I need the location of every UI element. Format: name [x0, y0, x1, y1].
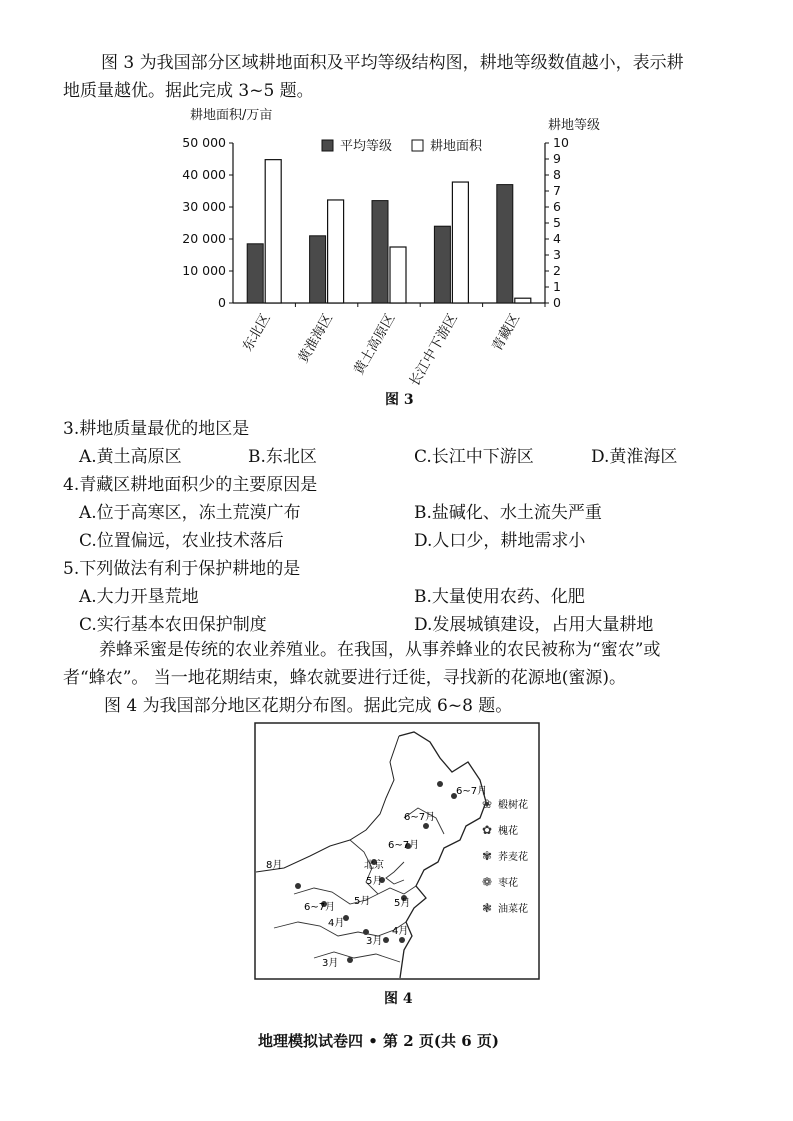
q4-stem: 4.青藏区耕地面积少的主要原因是 [63, 475, 318, 495]
y2-tick-label: 0 [553, 295, 561, 310]
map-label: 6~7月 [304, 902, 336, 913]
category-label: 青藏区 [489, 311, 524, 355]
map-frame [255, 723, 539, 979]
chart-legend [322, 138, 483, 154]
area-bar [390, 247, 406, 303]
figure-3-caption: 图 3 [385, 392, 414, 408]
legend-label-area: 耕地面积 [430, 139, 483, 154]
y2-tick-label: 2 [553, 263, 561, 278]
map-label: 3月 [366, 936, 383, 947]
rapeseed-flower-icon: ❃ [482, 901, 493, 915]
map-label: 北京 [364, 860, 384, 871]
y-tick-label: 30 000 [182, 199, 226, 214]
area-bar [328, 200, 344, 303]
y-tick-label: 50 000 [182, 135, 226, 150]
intro-line-1: 图 3 为我国部分区域耕地面积及平均等级结构图，耕地等级数值越小，表示耕 [101, 53, 684, 73]
y-axis-label: 耕地面积/万亩 [190, 108, 273, 123]
map-legend-item: 枣花 [498, 878, 518, 889]
intro2-line-2: 者“蜂农”。 当一地花期结束，蜂农就要进行迁徙，寻找新的花源地(蜜源)。 [63, 668, 627, 688]
map-legend-item: 油菜花 [498, 904, 528, 915]
y2-tick-label: 9 [553, 151, 561, 166]
y-tick-label: 20 000 [182, 231, 226, 246]
category-label: 长江中下游区 [406, 311, 461, 390]
chart-bars [247, 160, 531, 303]
map-legend-item: 荞麦花 [498, 852, 528, 863]
y-tick-label: 40 000 [182, 167, 226, 182]
q3-option-d[interactable]: D.黄淮海区 [591, 447, 678, 467]
y-tick-label: 10 000 [182, 263, 226, 278]
y2-tick-label: 6 [553, 199, 561, 214]
map-label: 6~7月 [456, 786, 488, 797]
map-label: 5月 [366, 876, 383, 887]
q5-option-c[interactable]: C.实行基本农田保护制度 [79, 615, 267, 635]
intro2-line-3: 图 4 为我国部分地区花期分布图。据此完成 6~8 题。 [104, 696, 513, 716]
figure-3-chart [170, 100, 630, 410]
q3-option-a[interactable]: A.黄土高原区 [79, 447, 182, 467]
y-tick-label: 0 [218, 295, 226, 310]
page-footer: 地理模拟试卷四 • 第 2 页(共 6 页) [258, 1032, 499, 1050]
q5-option-a[interactable]: A.大力开垦荒地 [79, 587, 199, 607]
map-label: 6~7月 [404, 812, 436, 823]
map-label: 4月 [392, 926, 409, 937]
q4-option-d[interactable]: D.人口少，耕地需求小 [414, 531, 586, 551]
legend-swatch-grade [322, 140, 333, 151]
q3-option-c[interactable]: C.长江中下游区 [414, 447, 534, 467]
map-label: 6~7月 [388, 840, 420, 851]
legend-swatch-area [412, 140, 423, 151]
q3-stem: 3.耕地质量最优的地区是 [63, 419, 250, 439]
y2-axis-label: 耕地等级 [548, 118, 601, 133]
map-legend-item: 槐花 [498, 826, 518, 837]
grade-bar [497, 185, 513, 303]
q4-option-b[interactable]: B.盐碱化、水土流失严重 [414, 503, 602, 523]
figure-4-caption: 图 4 [384, 991, 413, 1007]
y2-tick-label: 3 [553, 247, 561, 262]
category-label: 黄土高原区 [350, 311, 399, 378]
q5-option-b[interactable]: B.大量使用农药、化肥 [414, 587, 585, 607]
chart-category-labels [240, 311, 524, 390]
figure-4-map [254, 722, 540, 980]
jujube-flower-icon: ❁ [482, 875, 493, 889]
map-label: 5月 [394, 898, 411, 909]
y2-tick-label: 10 [553, 135, 569, 150]
intro2-line-1: 养蜂采蜜是传统的农业养殖业。在我国，从事养蜂业的农民被称为“蜜农”或 [99, 640, 661, 660]
buckwheat-flower-icon: ✾ [482, 849, 493, 863]
grade-bar [434, 226, 450, 303]
map-label: 8月 [266, 860, 283, 871]
q4-option-a[interactable]: A.位于高寒区，冻土荒漠广布 [79, 503, 301, 523]
map-legend-item: 椴树花 [498, 800, 528, 811]
grade-bar [372, 201, 388, 303]
y2-tick-label: 5 [553, 215, 561, 230]
category-label: 东北区 [239, 311, 274, 355]
q3-option-b[interactable]: B.东北区 [248, 447, 317, 467]
locust-flower-icon: ✿ [482, 823, 493, 837]
y2-tick-label: 1 [553, 279, 561, 294]
y2-tick-label: 8 [553, 167, 561, 182]
intro-line-2: 地质量越优。据此完成 3~5 题。 [63, 81, 314, 101]
category-label: 黄淮海区 [295, 311, 337, 366]
map-label: 4月 [328, 918, 345, 929]
y2-tick-label: 7 [553, 183, 561, 198]
area-bar [265, 160, 281, 303]
q5-stem: 5.下列做法有利于保护耕地的是 [63, 559, 301, 579]
linden-flower-icon: ❀ [482, 797, 493, 811]
legend-label-grade: 平均等级 [340, 139, 393, 154]
area-bar [452, 182, 468, 303]
map-label: 3月 [322, 958, 339, 969]
q5-option-d[interactable]: D.发展城镇建设，占用大量耕地 [414, 615, 654, 635]
area-bar [515, 298, 531, 303]
grade-bar [247, 244, 263, 303]
y2-tick-label: 4 [553, 231, 561, 246]
grade-bar [310, 236, 326, 303]
q4-option-c[interactable]: C.位置偏远，农业技术落后 [79, 531, 284, 551]
map-label: 5月 [354, 896, 371, 907]
